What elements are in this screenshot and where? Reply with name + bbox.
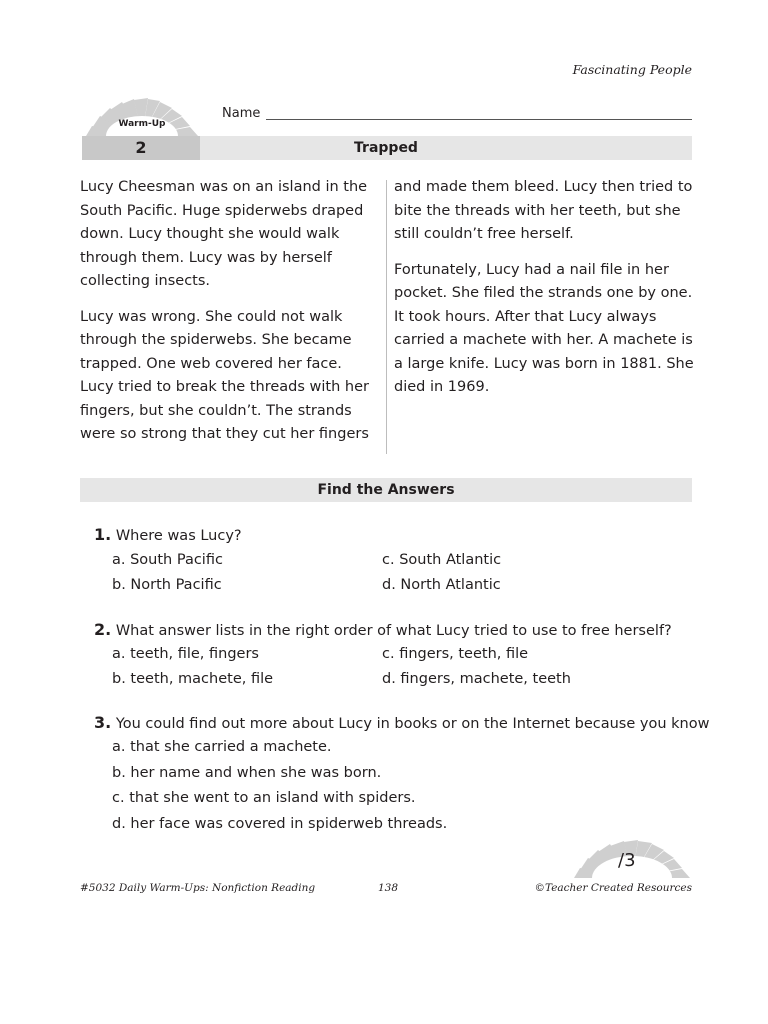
passage-paragraph: Fortunately, Lucy had a nail file in her pocket. She filed the strands one by one. It took hours. After that Lucy always carried a machete with her. A machete is a large knife. Lucy was born in 1881. She died in 1969. [394, 261, 694, 395]
page-number: 138 [378, 882, 399, 894]
passage-left-column [80, 176, 378, 459]
footer-publisher: ©Teacher Created Resources [534, 882, 692, 894]
passage-paragraph: Lucy Cheesman was on an island in the South Pacific. Huge spiderwebs draped down. Lucy thought she would walk through them. Lucy was by herself collecting insects. [80, 179, 368, 289]
question-text: You could find out more about Lucy in books or on the Internet because you know [115, 716, 710, 732]
question-number: 3. [94, 713, 112, 732]
question-1 [94, 525, 242, 544]
answer-option[interactable]: b. North Pacific [112, 577, 222, 593]
score: /3 [618, 850, 636, 871]
answer-option[interactable]: d. fingers, machete, teeth [382, 671, 571, 687]
section-title: Find the Answers [80, 478, 692, 502]
running-head: Fascinating People [572, 62, 692, 77]
footer-book-title: #5032 Daily Warm-Ups: Nonfiction Reading [80, 882, 316, 894]
warmup-number: 2 [82, 136, 200, 160]
passage-paragraph: and made them bleed. Lucy then tried to bite the threads with her teeth, but she still couldn’t free herself. [394, 179, 693, 242]
question-number: 2. [94, 620, 112, 639]
answer-option[interactable]: c. South Atlantic [382, 552, 502, 568]
passage-paragraph: Lucy was wrong. She could not walk through the spiderwebs. She became trapped. One web covered her face. Lucy tried to break the threads with her fingers, but she couldn’t. The strands were so strong that they cut her fingers [80, 308, 369, 442]
name-label: Name [222, 106, 261, 121]
answer-option[interactable]: d. her face was covered in spiderweb threads. [112, 816, 448, 832]
column-divider [386, 180, 387, 454]
answer-option[interactable]: a. South Pacific [112, 552, 223, 568]
answer-option[interactable]: b. her name and when she was born. [112, 765, 382, 781]
question-text: What answer lists in the right order of what Lucy tried to use to free herself? [115, 623, 672, 639]
answer-option[interactable]: c. fingers, teeth, file [382, 646, 529, 662]
question-3 [94, 713, 709, 732]
passage-title: Trapped [354, 140, 418, 156]
sunburst-icon [82, 96, 202, 136]
warmup-label: Warm-Up [118, 119, 166, 129]
answer-option[interactable]: c. that she went to an island with spiders. [112, 790, 416, 806]
answer-option[interactable]: d. North Atlantic [382, 577, 501, 593]
question-text: Where was Lucy? [115, 528, 242, 544]
answer-option[interactable]: a. teeth, file, fingers [112, 646, 259, 662]
answer-option[interactable]: a. that she carried a machete. [112, 739, 332, 755]
question-number: 1. [94, 525, 112, 544]
passage-right-column [394, 176, 694, 412]
question-2 [94, 620, 672, 639]
answer-option[interactable]: b. teeth, machete, file [112, 671, 274, 687]
name-line [266, 119, 692, 120]
